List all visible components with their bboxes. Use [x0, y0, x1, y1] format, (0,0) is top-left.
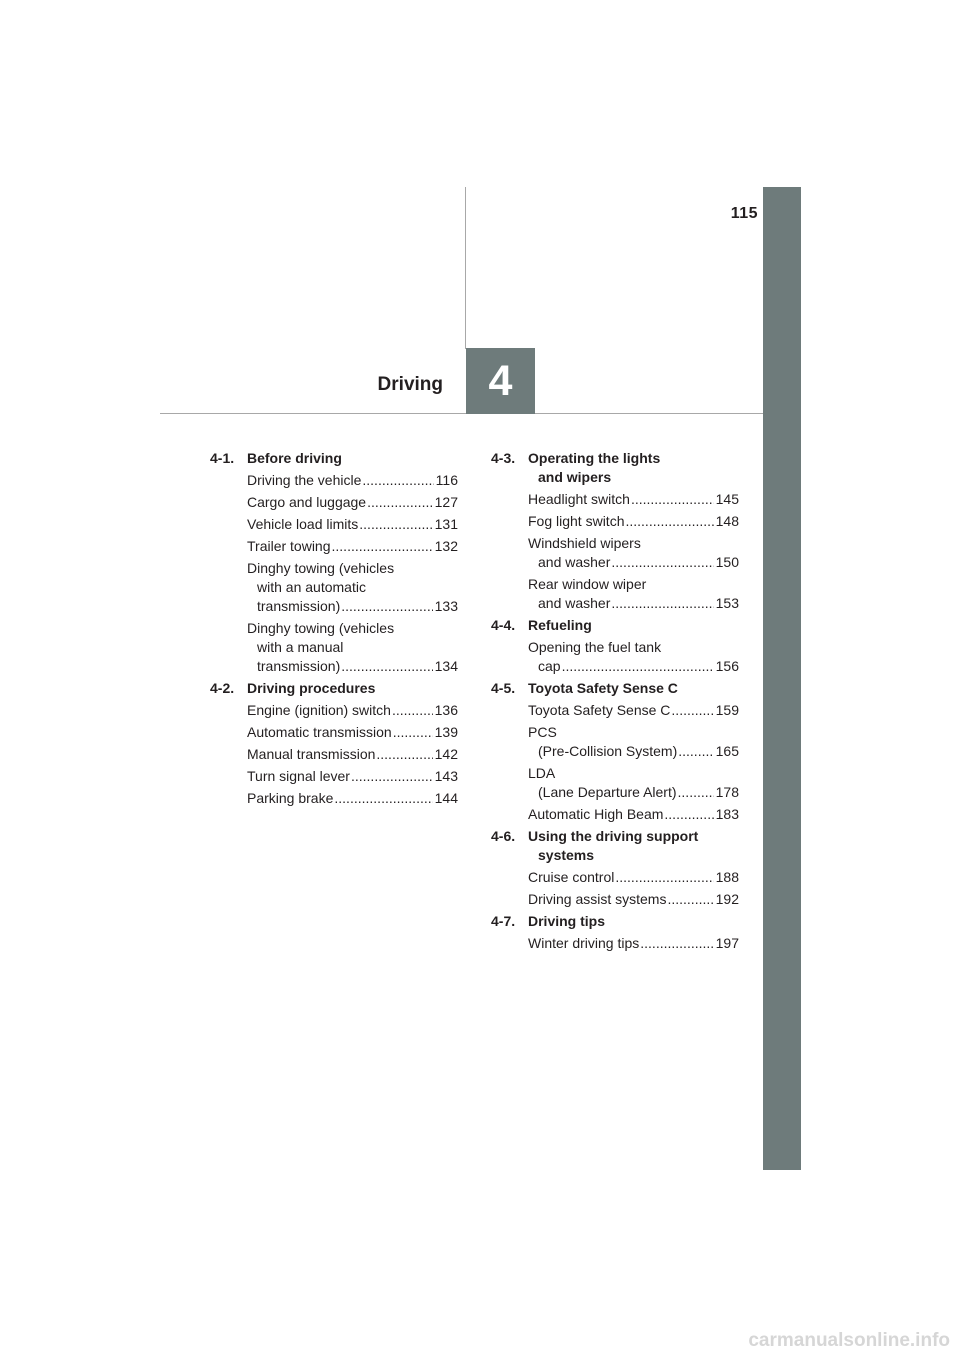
- section-title-line: systems: [538, 847, 595, 863]
- dot-leader: [640, 934, 713, 953]
- entry-title-line: Opening the fuel tank: [528, 639, 662, 655]
- dot-leader: [367, 493, 433, 512]
- entry-title-line: Dinghy towing (vehicles: [247, 560, 395, 576]
- section-heading[interactable]: [210, 449, 458, 468]
- entry-page-number: 143: [434, 768, 458, 784]
- entry-page-number: 159: [715, 702, 739, 718]
- section-heading[interactable]: [491, 449, 739, 487]
- section-title-line: Operating the lights: [528, 450, 661, 466]
- toc-right-column: [491, 449, 739, 956]
- entry-page-number: 139: [434, 724, 458, 740]
- entry-title-line: Rear window wiper: [528, 576, 647, 592]
- toc-section: [210, 449, 458, 676]
- toc-section: [491, 912, 739, 953]
- section-heading[interactable]: [491, 616, 739, 635]
- toc-entry[interactable]: [247, 471, 458, 490]
- entry-title-line: Automatic transmission: [247, 724, 392, 740]
- dot-leader: [393, 723, 433, 742]
- entry-page-number: 197: [715, 935, 739, 951]
- dot-leader: [625, 512, 713, 531]
- section-number: 4-7.: [491, 913, 516, 929]
- entry-title-line: (Lane Departure Alert): [538, 784, 677, 800]
- entry-title-line: Automatic High Beam: [528, 806, 664, 822]
- section-title: [528, 827, 739, 865]
- entry-title-row: [247, 597, 458, 616]
- section-number: 4-2.: [210, 680, 235, 696]
- horizontal-divider: [160, 413, 763, 414]
- entry-title-line: cap: [538, 658, 561, 674]
- entry-title-row: [528, 490, 739, 509]
- dot-leader: [678, 742, 713, 761]
- chapter-title: Driving: [377, 374, 443, 395]
- entry-page-number: 136: [434, 702, 458, 718]
- toc-entry[interactable]: [247, 493, 458, 512]
- entry-title-line: Vehicle load limits: [247, 516, 359, 532]
- toc-entry[interactable]: [247, 515, 458, 534]
- toc-entry[interactable]: [247, 537, 458, 556]
- entry-title-row: [247, 789, 458, 808]
- dot-leader: [671, 701, 713, 720]
- toc-entry[interactable]: [528, 723, 739, 761]
- entry-title-line: Driving the vehicle: [247, 472, 362, 488]
- dot-leader: [615, 868, 713, 887]
- entry-title-line: LDA: [528, 765, 556, 781]
- watermark: carmanualsonline.info: [748, 1330, 950, 1351]
- toc-section: [491, 827, 739, 909]
- chapter-number-box: 4: [466, 348, 535, 414]
- section-number: 4-6.: [491, 828, 516, 844]
- entry-title-line: Fog light switch: [528, 513, 625, 529]
- entry-title-row: [247, 745, 458, 764]
- dot-leader: [611, 553, 713, 572]
- toc-entry[interactable]: [528, 764, 739, 802]
- dot-leader: [664, 805, 713, 824]
- entry-page-number: 144: [434, 790, 458, 806]
- entry-title-line: Parking brake: [247, 790, 334, 806]
- entry-title-line: with a manual: [257, 639, 344, 655]
- entry-title-row: [528, 594, 739, 613]
- section-title: [528, 616, 739, 635]
- section-title-line: Using the driving support: [528, 828, 699, 844]
- entry-title-line: Driving assist systems: [528, 891, 667, 907]
- section-title-line: Driving tips: [528, 913, 606, 929]
- toc-left-column: [210, 449, 458, 811]
- entry-title-row: [528, 783, 739, 802]
- entry-page-number: 132: [434, 538, 458, 554]
- toc-entry[interactable]: [247, 789, 458, 808]
- entry-page-number: 153: [715, 595, 739, 611]
- section-heading[interactable]: [491, 827, 739, 865]
- entry-title-row: [528, 512, 739, 531]
- entry-title-line: Cruise control: [528, 869, 615, 885]
- section-title: [528, 449, 739, 487]
- section-number: 4-3.: [491, 450, 516, 466]
- toc-entry[interactable]: [528, 534, 739, 572]
- entry-page-number: 148: [715, 513, 739, 529]
- toc-section: [491, 679, 739, 824]
- toc-section: [491, 449, 739, 613]
- entry-title-row: [247, 515, 458, 534]
- entry-title-line: transmission): [257, 598, 341, 614]
- entry-page-number: 165: [715, 743, 739, 759]
- entry-title-line: Cargo and luggage: [247, 494, 367, 510]
- toc-entry[interactable]: [528, 638, 739, 676]
- entry-page-number: 192: [715, 891, 739, 907]
- entry-title-line: and washer: [538, 595, 611, 611]
- toc-entry[interactable]: [247, 723, 458, 742]
- entry-page-number: 127: [434, 494, 458, 510]
- toc-entry[interactable]: [528, 512, 739, 531]
- entry-title-row: [528, 868, 739, 887]
- entry-title-row: [247, 701, 458, 720]
- toc-entry[interactable]: [528, 934, 739, 953]
- section-title: [528, 679, 739, 698]
- entry-title-row: [247, 471, 458, 490]
- section-number: 4-1.: [210, 450, 235, 466]
- entry-title-row: [528, 657, 739, 676]
- dot-leader: [362, 471, 433, 490]
- dot-leader: [332, 537, 433, 556]
- entry-page-number: 178: [715, 784, 739, 800]
- dot-leader: [611, 594, 713, 613]
- dot-leader: [341, 657, 432, 676]
- entry-title-line: Dinghy towing (vehicles: [247, 620, 395, 636]
- entry-title-line: Toyota Safety Sense C: [528, 702, 671, 718]
- toc-section: [210, 679, 458, 808]
- toc-entry[interactable]: [247, 619, 458, 676]
- entry-title-line: Turn signal lever: [247, 768, 350, 784]
- entry-title-line: Headlight switch: [528, 491, 630, 507]
- entry-page-number: 133: [434, 598, 458, 614]
- entry-title-row: [528, 890, 739, 909]
- section-title-line: Driving procedures: [247, 680, 376, 696]
- section-heading[interactable]: [210, 679, 458, 698]
- section-title-line: Toyota Safety Sense C: [528, 680, 678, 696]
- entry-title-line: (Pre-Collision System): [538, 743, 678, 759]
- entry-title-row: [247, 493, 458, 512]
- entry-page-number: 188: [715, 869, 739, 885]
- entry-title-row: [247, 723, 458, 742]
- dot-leader: [334, 789, 432, 808]
- entry-title-line: PCS: [528, 724, 557, 740]
- dot-leader: [392, 701, 433, 720]
- dot-leader: [359, 515, 432, 534]
- entry-title-row: [247, 767, 458, 786]
- dot-leader: [678, 783, 714, 802]
- toc-entry[interactable]: [528, 490, 739, 509]
- entry-title-row: [528, 701, 739, 720]
- section-number: 4-4.: [491, 617, 516, 633]
- toc-entry[interactable]: [528, 805, 739, 824]
- entry-title-row: [528, 553, 739, 572]
- section-title: [247, 449, 458, 468]
- section-title: [528, 912, 739, 931]
- entry-title-line: Windshield wipers: [528, 535, 641, 551]
- section-heading[interactable]: [491, 912, 739, 931]
- toc-entry[interactable]: [528, 575, 739, 613]
- toc-entry[interactable]: [528, 701, 739, 720]
- page-number: 115: [730, 205, 758, 222]
- entry-title-row: [247, 657, 458, 676]
- section-title: [247, 679, 458, 698]
- dot-leader: [376, 745, 432, 764]
- section-title-line: Refueling: [528, 617, 592, 633]
- entry-page-number: 134: [434, 658, 458, 674]
- entry-title-row: [528, 805, 739, 824]
- dot-leader: [351, 767, 433, 786]
- entry-title-line: Engine (ignition) switch: [247, 702, 391, 718]
- section-title-line: and wipers: [538, 469, 612, 485]
- entry-page-number: 183: [715, 806, 739, 822]
- entry-title-row: [528, 934, 739, 953]
- entry-title-row: [528, 742, 739, 761]
- toc-section: [491, 616, 739, 676]
- dot-leader: [562, 657, 714, 676]
- entry-page-number: 145: [715, 491, 739, 507]
- chapter-side-tab: [763, 187, 801, 1170]
- section-heading[interactable]: [491, 679, 739, 698]
- entry-page-number: 116: [435, 472, 458, 488]
- toc-entry[interactable]: [247, 701, 458, 720]
- toc-entry[interactable]: [528, 868, 739, 887]
- entry-page-number: 142: [434, 746, 458, 762]
- toc-entry[interactable]: [528, 890, 739, 909]
- entry-page-number: 131: [434, 516, 458, 532]
- entry-page-number: 150: [715, 554, 739, 570]
- dot-leader: [631, 490, 714, 509]
- entry-title-line: with an automatic: [257, 579, 366, 595]
- entry-title-line: Manual transmission: [247, 746, 376, 762]
- entry-title-line: transmission): [257, 658, 341, 674]
- toc-entry[interactable]: [247, 559, 458, 616]
- entry-page-number: 156: [715, 658, 739, 674]
- toc-entry[interactable]: [247, 767, 458, 786]
- vertical-divider: [465, 187, 466, 349]
- dot-leader: [341, 597, 432, 616]
- entry-title-line: and washer: [538, 554, 611, 570]
- entry-title-line: Winter driving tips: [528, 935, 640, 951]
- section-title-line: Before driving: [247, 450, 342, 466]
- entry-title-row: [247, 537, 458, 556]
- dot-leader: [667, 890, 713, 909]
- section-number: 4-5.: [491, 680, 516, 696]
- entry-title-line: Trailer towing: [247, 538, 331, 554]
- toc-entry[interactable]: [247, 745, 458, 764]
